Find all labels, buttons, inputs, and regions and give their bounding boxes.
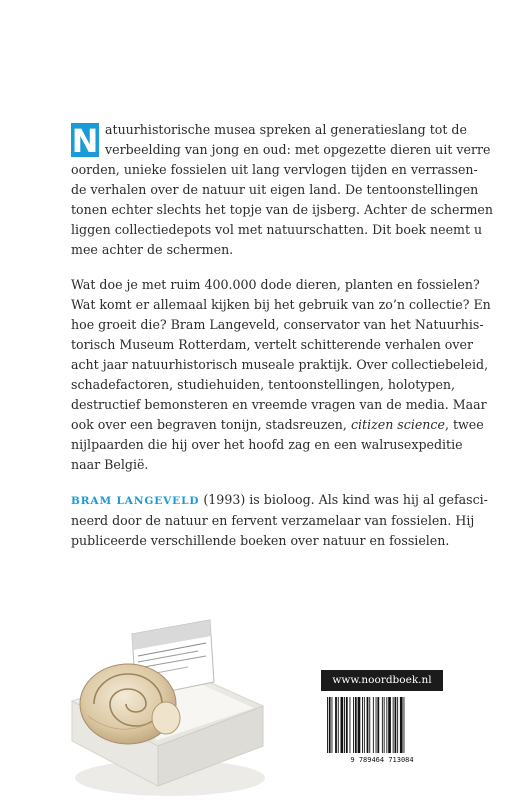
author-name: BRAM LANGEVELD [71,495,200,507]
barcode-digits: 9 789464 713084 [350,756,414,764]
barcode-bar [329,697,331,753]
isbn-barcode [321,693,443,765]
body-line: acht jaar natuurhistorisch museale praktijk. Over collectiebeleid, [71,357,489,372]
intro-line: verbeelding van jong en oud: met opgezette dieren uit verre [105,142,491,157]
body-line-mixed [71,415,484,435]
barcode-bar [344,697,345,753]
bio-text: (1993) is bioloog. Als kind was hij al gefasci- [199,492,488,507]
barcode-bar [395,697,397,753]
barcode-bar [355,697,357,753]
barcode-bar [332,697,333,753]
body-line: Wat komt er allemaal kijken bij het gebruik van zo’n collectie? En [71,297,491,312]
italic-term: citizen science [350,417,445,432]
barcode-bar [335,697,337,753]
barcode-bar [350,697,351,753]
barcode-bar [400,697,403,753]
intro-line: tonen echter slechts het topje van de ijsberg. Achter de schermen [71,202,493,217]
barcode-bar [377,697,379,753]
barcode-bar [341,697,344,753]
barcode-bar [364,697,365,753]
barcode-bar [393,697,394,753]
body-line: torisch Museum Rotterdam, vertelt schitterende verhalen over [71,337,473,352]
intro-line: oorden, unieke fossielen uit lang vervlogen tijden en verrassen- [71,162,478,177]
barcode-bar [353,697,354,753]
barcode-bar [384,697,385,753]
body-text: , twee [444,417,484,432]
author-bio [71,490,488,551]
intro-line: mee achter de schermen. [71,242,234,257]
body-line: naar België. [71,457,149,472]
barcode-bar [388,697,391,753]
intro-paragraph [71,120,493,260]
bio-line: neerd door de natuur en fervent verzamelaar van fossielen. Hij [71,513,475,528]
barcode-bar [327,697,328,753]
body-line: hoe groeit die? Bram Langeveld, conservator van het Natuurhis- [71,317,484,332]
snail-shell-photo [58,606,278,800]
publisher-url: www.noordboek.nl [321,670,443,691]
barcode-bar [362,697,363,753]
barcode-bar [404,697,405,753]
body-line: nijlpaarden die hij over het hoofd zag en een walrusexpeditie [71,437,463,452]
barcode-bar [367,697,369,753]
description-paragraph [71,275,491,475]
body-text: ook over een begraven tonijn, stadsreuzen, [71,417,351,432]
body-line: Wat doe je met ruim 400.000 dode dieren, planten en fossielen? [71,277,480,292]
barcode-bar [376,697,377,753]
intro-line: atuurhistorische musea spreken al generatieslang tot de [105,122,467,137]
barcode-bar [373,697,374,753]
body-line: destructief bemonsteren en vreemde vragen van de media. Maar [71,397,487,412]
body-line: schadefactoren, studiehuiden, tentoonstellingen, holotypen, [71,377,456,392]
barcode-bar [369,697,370,753]
intro-line: liggen collectiedepots vol met natuurschatten. Dit boek neemt u [71,222,483,237]
barcode-bar [397,697,398,753]
barcode-bar [338,697,339,753]
barcode-bar [358,697,361,753]
barcode-bars [327,697,404,753]
bio-line: publiceerde verschillende boeken over natuur en fossielen. [71,533,450,548]
drop-cap: N [71,122,99,160]
barcode-bar [382,697,383,753]
barcode-bar [346,697,348,753]
bio-line [71,490,488,511]
intro-line: de verhalen over de natuur uit eigen land. De tentoonstellingen [71,182,479,197]
barcode-bar [386,697,387,753]
